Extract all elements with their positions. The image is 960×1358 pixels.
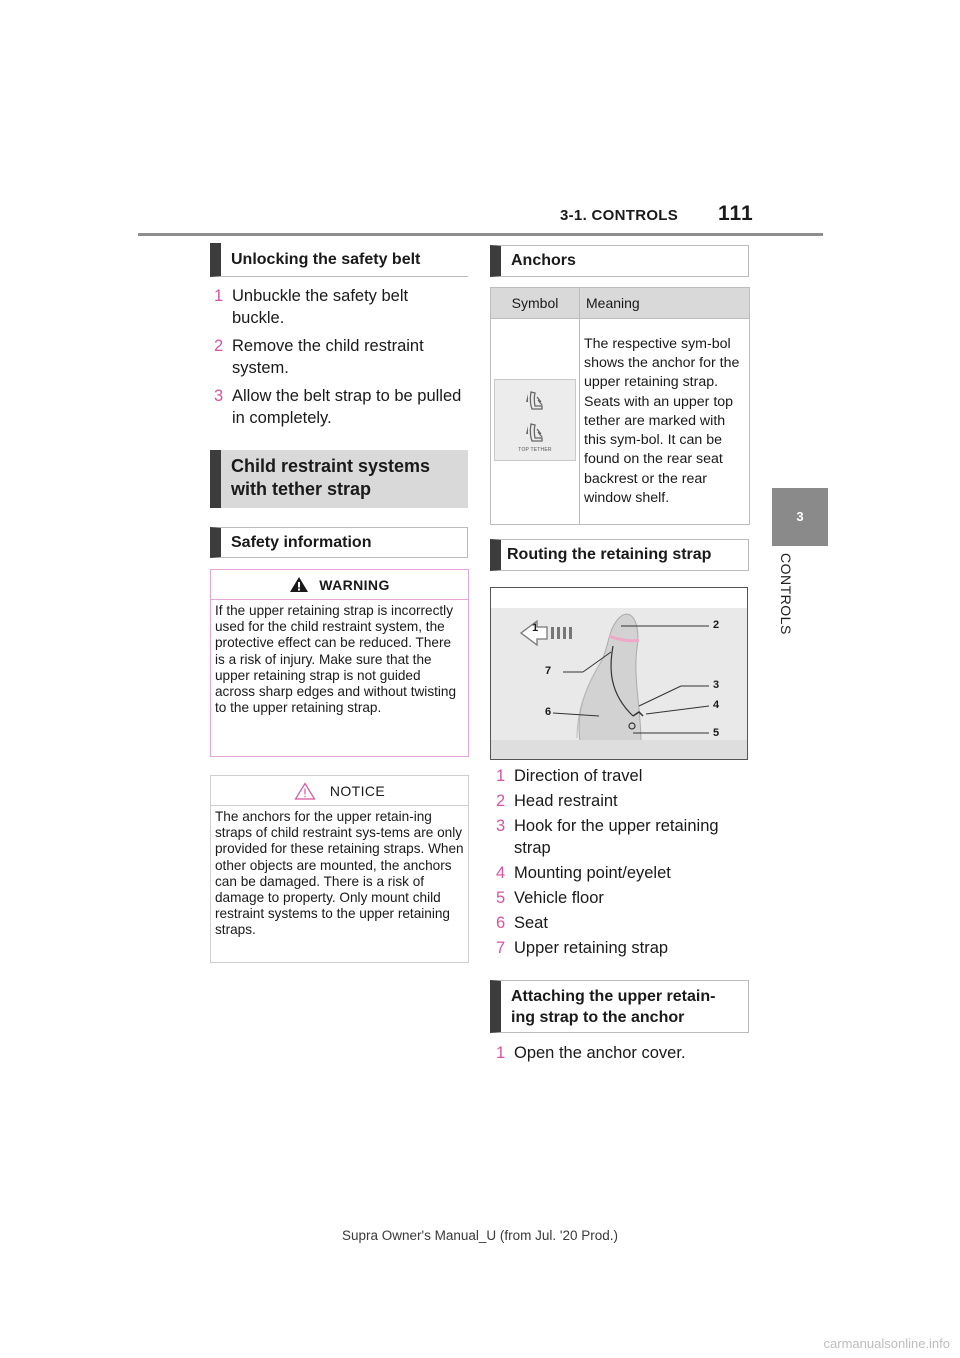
legend-item	[496, 790, 749, 812]
notice-header	[211, 776, 468, 806]
legend-text: Direction of travel	[514, 767, 643, 785]
anchors-table	[490, 287, 750, 525]
section-title: 3-1. CONTROLS	[560, 207, 679, 224]
step-number: 1	[214, 287, 224, 305]
heading-anchors: Anchors	[490, 245, 749, 277]
child-seat-anchor-icon	[523, 420, 547, 444]
step-number: 1	[496, 1044, 506, 1062]
caution-triangle-icon	[294, 782, 316, 800]
step-text: Open the anchor cover.	[514, 1044, 686, 1062]
warning-text: If the upper retaining strap is incorrectly used for the child restraint system, the protective effect can be reduced. There is a risk of injury. Make sure that the upper retaining strap is not guided across sharp edges and without twisting to the upper retaining strap.	[215, 603, 457, 716]
diagram-label: 7	[545, 665, 552, 677]
child-seat-anchor-icon	[523, 388, 547, 412]
chapter-tab[interactable]: 3	[772, 488, 828, 546]
legend-number: 4	[496, 864, 506, 882]
list-item	[214, 335, 462, 379]
legend-item	[496, 887, 749, 909]
notice-box	[210, 775, 469, 963]
warning-icon	[289, 576, 309, 593]
legend-item	[496, 765, 749, 787]
legend-number: 1	[496, 767, 506, 785]
legend-number: 6	[496, 914, 506, 932]
table-row	[491, 319, 750, 525]
page-number: 111	[718, 202, 754, 225]
legend-number: 5	[496, 889, 506, 907]
legend-item	[496, 815, 749, 859]
step-number: 3	[214, 387, 224, 405]
diagram-label: 3	[713, 679, 720, 691]
heading-child-restraint-tether: Child restraint systems with tether strap	[210, 450, 468, 508]
table-header-meaning: Meaning	[580, 288, 750, 319]
diagram-label: 6	[545, 706, 552, 718]
legend-text: Hook for the upper retaining strap	[514, 817, 719, 857]
diagram-label: 4	[713, 699, 720, 711]
step-text: Unbuckle the safety belt buckle.	[232, 287, 409, 327]
top-tether-caption: TOP TETHER	[518, 447, 552, 453]
legend-text: Head restraint	[514, 792, 618, 810]
legend-item	[496, 862, 749, 884]
heading-safety-information: Safety information	[210, 527, 468, 558]
legend-text: Seat	[514, 914, 548, 932]
chapter-label: CONTROLS	[778, 553, 794, 635]
heading-attaching-retaining-strap: Attaching the upper retain-ing strap to the anchor	[490, 980, 749, 1033]
meaning-cell: The respective sym-bol shows the anchor for the upper retaining strap. Seats with an upper top tether are marked with this sym-bol. It can be found on the rear seat backrest or the rear window shelf.	[580, 319, 750, 525]
top-tether-symbol	[494, 379, 576, 461]
legend-text: Vehicle floor	[514, 889, 604, 907]
table-header-symbol: Symbol	[491, 288, 580, 319]
heading-unlocking-safety-belt: Unlocking the safety belt	[210, 243, 468, 277]
symbol-cell	[491, 319, 580, 525]
table-header-row	[491, 288, 750, 319]
diagram-label: 1	[532, 622, 539, 634]
routing-diagram	[490, 587, 748, 760]
warning-header	[211, 570, 468, 600]
warning-title: WARNING	[319, 576, 390, 593]
list-item	[496, 1042, 749, 1064]
notice-text: The anchors for the upper retain-ing straps of child restraint sys-tems are only provided for these retaining straps. When other objects are mounted, the anchors can be damaged. There is a risk of damage to property. Only mount child restraint systems to the upper retaining straps.	[215, 809, 464, 938]
step-number: 2	[214, 337, 224, 355]
legend-number: 2	[496, 792, 506, 810]
watermark: carmanualsonline.info	[823, 1336, 950, 1351]
legend-text: Upper retaining strap	[514, 939, 669, 957]
header-rule	[138, 233, 823, 236]
notice-title: NOTICE	[329, 782, 386, 799]
warning-box	[210, 569, 469, 757]
heading-routing-retaining-strap: Routing the retaining strap	[490, 539, 749, 571]
diagram-label: 5	[713, 727, 720, 739]
legend-item	[496, 937, 749, 959]
legend-text: Mounting point/eyelet	[514, 864, 671, 882]
diagram-label: 2	[713, 619, 720, 631]
legend-number: 3	[496, 817, 506, 835]
footer-manual-title: Supra Owner's Manual_U (from Jul. '20 Prod.)	[341, 1228, 618, 1243]
step-text: Remove the child restraint system.	[232, 337, 424, 377]
list-item	[214, 385, 462, 429]
legend-item	[496, 912, 749, 934]
legend-number: 7	[496, 939, 506, 957]
seat-diagram-illustration	[491, 588, 747, 759]
list-item	[214, 285, 462, 329]
step-text: Allow the belt strap to be pulled in completely.	[232, 387, 462, 427]
